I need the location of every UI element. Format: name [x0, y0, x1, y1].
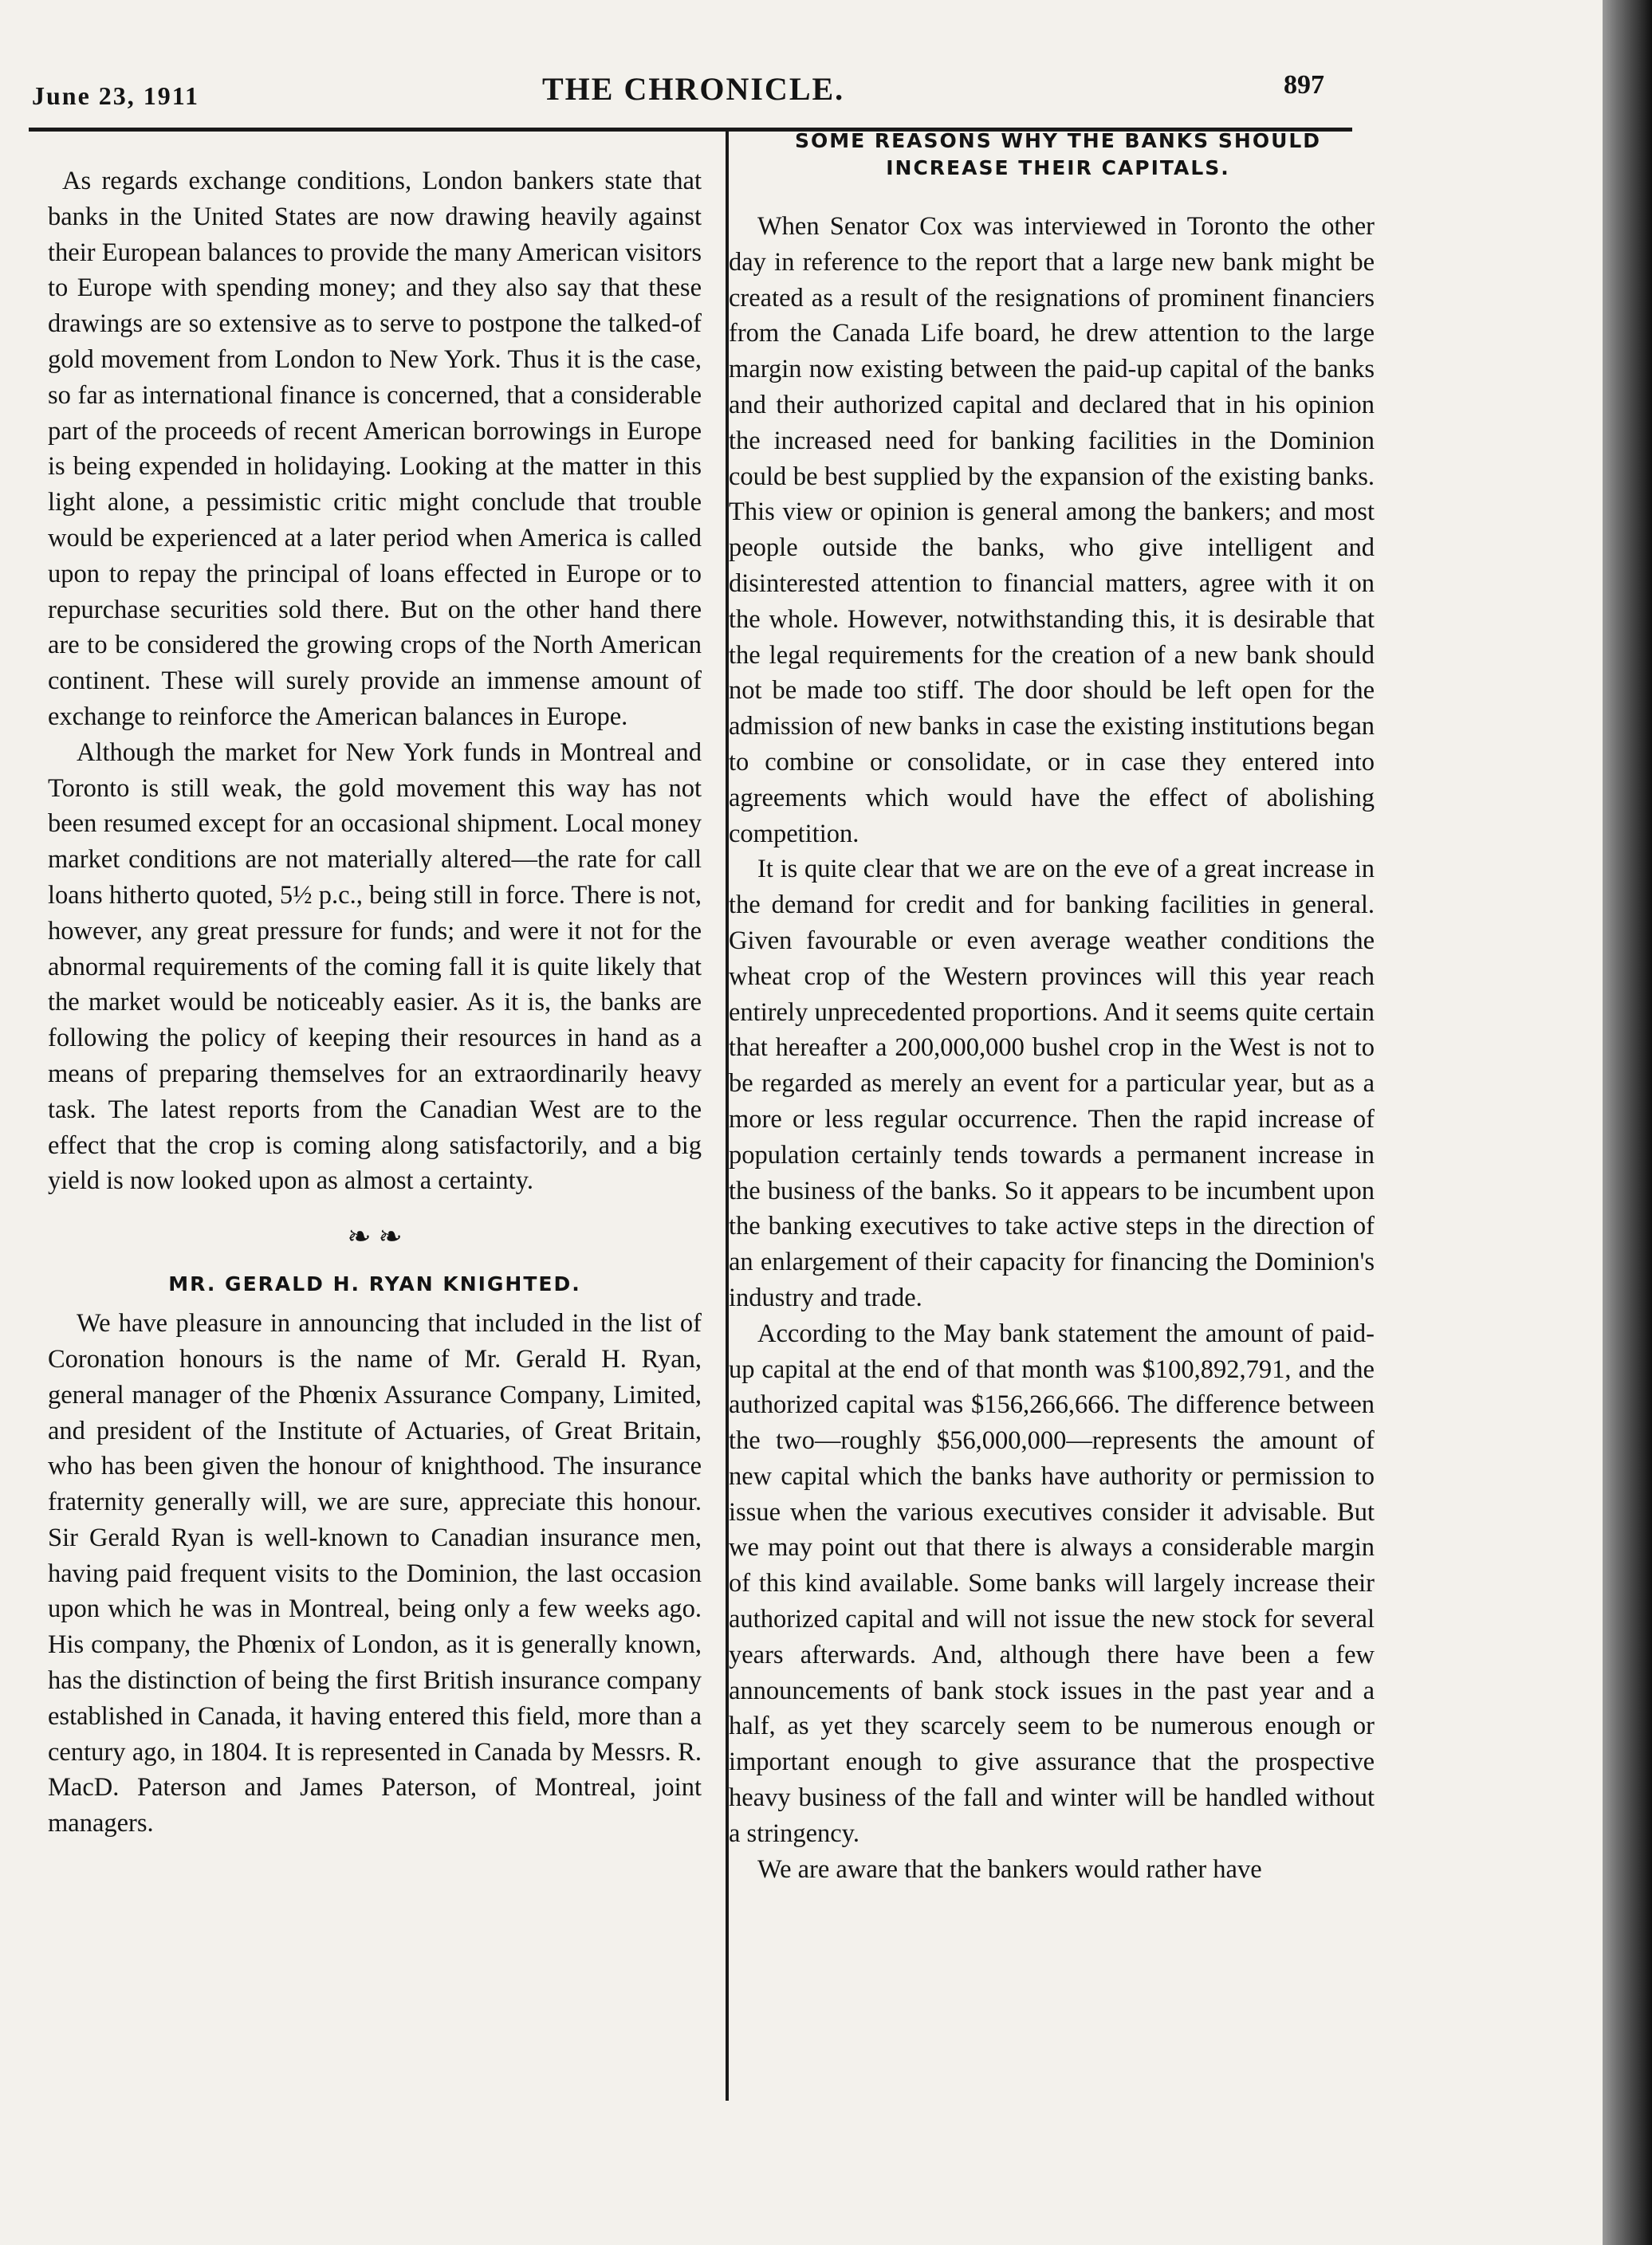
article-paragraph: We have pleasure in announcing that included in the list of Coronation honours is the name of Mr. Gerald H. Ryan, general manager of the Phœnix Assurance Company, Limited, and president of the Institute of Actuaries, of Great Britain, who has been given the honour of knighthood. The insurance fraternity generally will, we are sure, appreciate this honour. Sir Gerald Ryan is well-known to Canadian insurance men, having paid frequent visits to the Dominion, the last occasion upon which he was in Montreal, being only a few weeks ago. His company, the Phœnix of London, as it is generally known, has the distinction of being the first British insurance company established in Canada, it having entered this field, more than a century ago, in 1804. It is represented in Canada by Messrs. R. MacD. Paterson and James Paterson, of Montreal, joint managers.	[48, 1309, 702, 1838]
page-number: 897	[1284, 70, 1324, 100]
article-paragraph: Although the market for New York funds in Montreal and Toronto is still weak, the gold movement this way has not been resumed except for an occasional shipment. Local money market conditions are not materially altered—the rate for call loans hitherto quoted, 5½ p.c., being still in force. There is not, however, any great pressure for funds; and were it not for the abnormal requirements of the coming fall it is quite likely that the market would be noticeably easier. As it is, the banks are following the policy of keeping their resources in hand as a means of preparing themselves for an extraordinarily heavy task. The latest reports from the Canadian West are to the effect that the crop is coming along satisfactorily, and a big yield is now looked upon as almost a certainty.	[48, 737, 702, 1196]
article-paragraph: We are aware that the bankers would rather have	[757, 1854, 1262, 1884]
article-headline: MR. GERALD H. RYAN KNIGHTED.	[168, 1272, 581, 1296]
article-paragraph: When Senator Cox was interviewed in Toronto the other day in reference to the report that a large new bank might be created as a result of the resignations of prominent financiers from the Canada Life board, he drew attention to the large margin now existing between the paid-up capital of the banks and their authorized capital and declared that in his opinion the increased need for banking facilities in the Dominion could be best supplied by the expansion of the existing banks. This view or opinion is general among the bankers; and most people outside the banks, who give intelligent and disinterested attention to financial matters, agree with it on the whole. However, notwithstanding this, it is desirable that the legal requirements for the creation of a new bank should not be made too stiff. The door should be left open for the admission of new banks in case the existing institutions began to combine or consolidate, or in case they entered into agreements which would have the effect of abolishing competition.	[729, 212, 1375, 848]
headline-line: SOME REASONS WHY THE BANKS SHOULD	[794, 129, 1322, 152]
section-ornament: ❧ ❧	[347, 1221, 403, 1253]
left-column	[48, 163, 702, 1842]
right-column	[729, 128, 1375, 1887]
issue-date: June 23, 1911	[32, 81, 200, 110]
article-paragraph: It is quite clear that we are on the eve of a great increase in the demand for credit and for banking facilities in general. Given favourable or even average weather conditions the wheat crop of the Western provinces will this year reach entirely unprecedented proportions. And it seems quite certain that hereafter a 200,000,000 bushel crop in the West is not to be regarded as merely an event for a particular year, but as a more or less regular occurrence. Then the rapid increase of population certainly tends towards a permanent increase in the business of the banks. So it appears to be incumbent upon the banking executives to take active steps in the direction of an enlargement of their capacity for financing the Dominion's industry and trade.	[729, 855, 1375, 1312]
article-paragraph: As regards exchange conditions, London bankers state that banks in the United States are now drawing heavily against their European balances to provide the many American visitors to Europe with spending money; and they also say that these drawings are so extensive as to serve to postpone the talked-of gold movement from London to New York. Thus it is the case, so far as international finance is concerned, that a considerable part of the proceeds of recent American borrowings in Europe is being expended in holidaying. Looking at the matter in this light alone, a pessimistic critic might conclude that trouble would be experienced at a later period when America is called upon to repay the principal of loans effected in Europe or to repurchase securities sold there. But on the other hand there are to be considered the growing crops of the North American continent. These will surely provide an immense amount of exchange to reinforce the American balances in Europe.	[48, 167, 702, 731]
binding-edge	[1603, 0, 1652, 2245]
article-paragraph: According to the May bank statement the amount of paid-up capital at the end of that month was $100,892,791, and the authorized capital was $156,266,666. The difference between the two—roughly $56,000,000—represents the amount of new capital which the banks have authority or permission to issue when the various executives consider it advisable. But we may point out that there is always a considerable margin of this kind available. Some banks will largely increase their authorized capital and will not issue the new stock for several years afterwards. And, although there have been a few announcements of bank stock issues in the past year and a half, as yet they scarcely seem to be numerous enough or important enough to give assurance that the prospective heavy business of the fall and winter will be handled without a stringency.	[729, 1319, 1375, 1848]
article-headline	[729, 128, 1375, 182]
headline-line: INCREASE THEIR CAPITALS.	[886, 156, 1230, 179]
publication-title: THE CHRONICLE.	[542, 71, 845, 107]
page-header	[32, 70, 1355, 118]
